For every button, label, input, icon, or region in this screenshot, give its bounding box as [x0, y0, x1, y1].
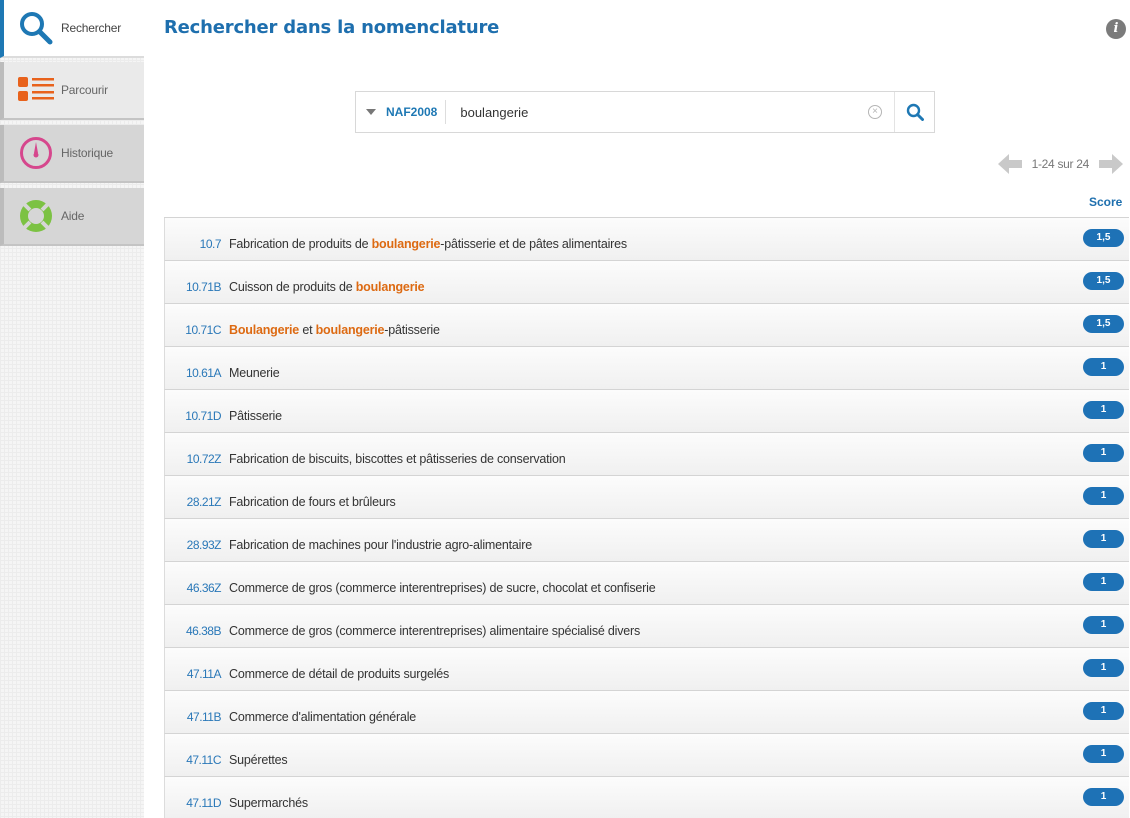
search-input[interactable]	[446, 97, 868, 127]
caret-down-icon	[366, 109, 376, 115]
result-row[interactable]	[164, 605, 1129, 648]
gauge-icon	[18, 135, 54, 171]
result-row[interactable]	[164, 390, 1129, 433]
score-column-header[interactable]: Score	[1089, 195, 1123, 209]
sidebar-item-label: Parcourir	[61, 83, 108, 97]
score-badge: 1	[1083, 358, 1124, 376]
page-title: Rechercher dans la nomenclature	[164, 17, 500, 38]
search-button[interactable]	[894, 92, 934, 132]
result-code[interactable]: 10.7	[199, 237, 221, 251]
lifebuoy-icon	[18, 198, 54, 234]
sidebar-item-parcourir[interactable]	[0, 62, 144, 120]
sidebar-item-rechercher[interactable]	[0, 0, 144, 58]
result-code[interactable]: 28.21Z	[186, 495, 221, 509]
result-row[interactable]	[164, 562, 1129, 605]
score-badge: 1,5	[1083, 272, 1124, 290]
result-row[interactable]	[164, 777, 1129, 818]
result-label: Commerce de détail de produits surgelés	[229, 667, 450, 681]
next-page-arrow-icon[interactable]	[1098, 153, 1124, 175]
sidebar-item-label: Rechercher	[61, 21, 122, 35]
result-label: Commerce d'alimentation générale	[229, 710, 417, 724]
result-row[interactable]	[164, 476, 1129, 519]
result-row[interactable]	[164, 304, 1129, 347]
result-row[interactable]	[164, 433, 1129, 476]
result-code[interactable]: 47.11A	[186, 667, 221, 681]
score-badge: 1	[1083, 788, 1124, 806]
result-code[interactable]: 46.36Z	[186, 581, 221, 595]
nomenclature-value: NAF2008	[386, 105, 438, 119]
result-code[interactable]: 10.61A	[185, 366, 221, 380]
sidebar-item-aide[interactable]	[0, 188, 144, 246]
pager	[997, 153, 1124, 175]
score-badge: 1	[1083, 745, 1124, 763]
score-badge: 1	[1083, 702, 1124, 720]
result-row[interactable]	[164, 519, 1129, 562]
search-icon	[18, 10, 54, 46]
score-badge: 1	[1083, 401, 1124, 419]
search-bar	[355, 91, 935, 133]
result-label: Commerce de gros (commerce interentreprises) alimentaire spécialisé divers	[229, 624, 641, 638]
result-code[interactable]: 47.11B	[186, 710, 221, 724]
result-label: Fabrication de biscuits, biscottes et pâtisseries de conservation	[229, 452, 566, 466]
result-label: Fabrication de produits de boulangerie-pâtisserie et de pâtes alimentaires	[229, 237, 627, 251]
nomenclature-select[interactable]	[356, 100, 446, 124]
result-code[interactable]: 10.71C	[185, 323, 221, 337]
score-badge: 1,5	[1083, 229, 1124, 247]
results-list	[164, 217, 1129, 818]
score-badge: 1	[1083, 530, 1124, 548]
score-badge: 1	[1083, 444, 1124, 462]
score-badge: 1	[1083, 616, 1124, 634]
list-icon	[18, 72, 54, 108]
search-icon	[906, 103, 924, 121]
prev-page-arrow-icon[interactable]	[997, 153, 1023, 175]
result-code[interactable]: 47.11C	[186, 753, 221, 767]
score-badge: 1	[1083, 573, 1124, 591]
result-code[interactable]: 10.72Z	[186, 452, 221, 466]
result-label: Commerce de gros (commerce interentreprises) de sucre, chocolat et confiserie	[229, 581, 656, 595]
result-label: Supérettes	[229, 753, 288, 767]
result-label: Cuisson de produits de boulangerie	[229, 280, 425, 294]
sidebar-item-label: Aide	[61, 209, 85, 223]
result-code[interactable]: 10.71B	[185, 280, 221, 294]
sidebar	[0, 0, 144, 818]
result-label: Boulangerie et boulangerie-pâtisserie	[229, 323, 440, 337]
score-badge: 1	[1083, 659, 1124, 677]
result-label: Pâtisserie	[229, 409, 282, 423]
result-row[interactable]	[164, 648, 1129, 691]
result-label: Fabrication de fours et brûleurs	[229, 495, 396, 509]
sidebar-item-label: Historique	[61, 146, 114, 160]
result-code[interactable]: 10.71D	[185, 409, 221, 423]
info-icon[interactable]: i	[1106, 19, 1126, 39]
clear-icon[interactable]: ×	[868, 105, 882, 119]
result-label: Supermarchés	[229, 796, 308, 810]
result-label: Meunerie	[229, 366, 280, 380]
result-row[interactable]	[164, 691, 1129, 734]
result-code[interactable]: 28.93Z	[186, 538, 221, 552]
result-row[interactable]	[164, 347, 1129, 390]
result-row[interactable]	[164, 734, 1129, 777]
result-row[interactable]	[164, 261, 1129, 304]
result-code[interactable]: 47.11D	[186, 796, 221, 810]
score-badge: 1,5	[1083, 315, 1124, 333]
sidebar-item-historique[interactable]	[0, 125, 144, 183]
pager-count: 1-24 sur 24	[1031, 157, 1089, 171]
result-code[interactable]: 46.38B	[185, 624, 221, 638]
result-label: Fabrication de machines pour l'industrie agro-alimentaire	[229, 538, 532, 552]
result-row[interactable]	[164, 218, 1129, 261]
score-badge: 1	[1083, 487, 1124, 505]
